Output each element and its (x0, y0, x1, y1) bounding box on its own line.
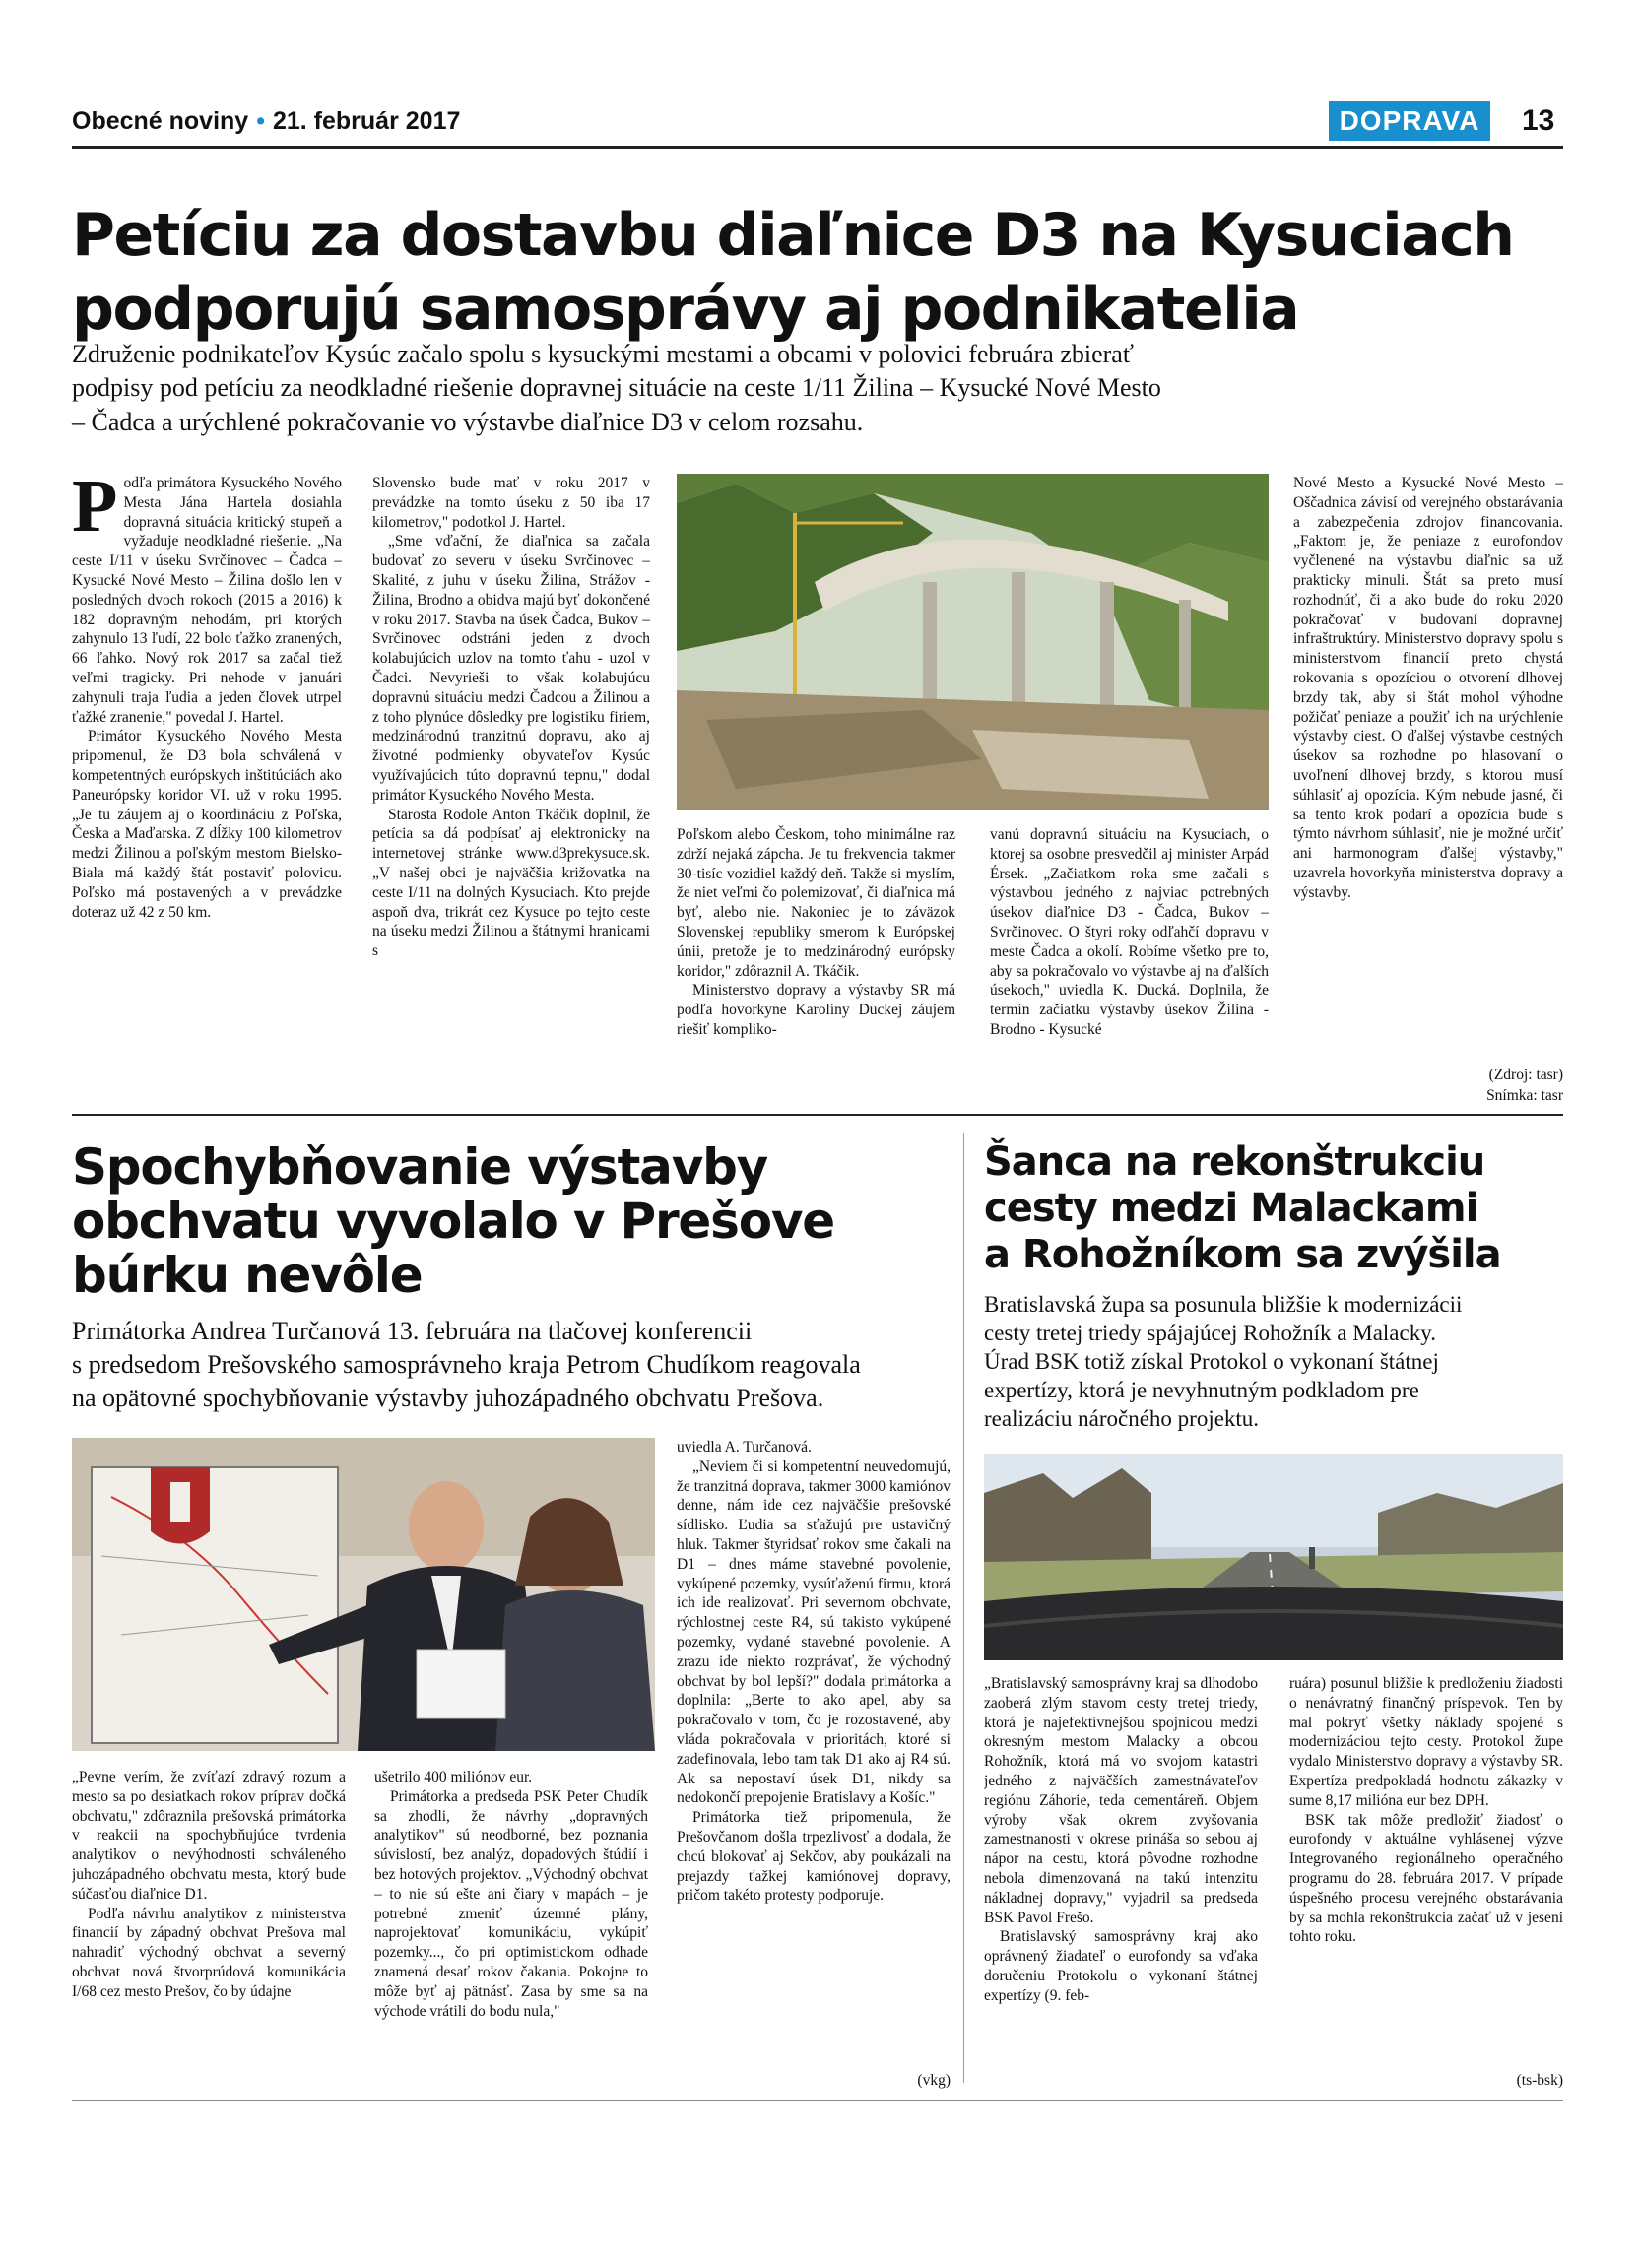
a3-c2-p2: BSK tak môže predložiť žiadosť o eurofondy v aktuálne vyhlásenej výzve Integrovaného regionálneho operačného programu do 28. februára 2017. V prípade úspešného procesu verejného obstarávania by sa mohla rekonštrukcia začať už v jeseni tohto roku. (1289, 1811, 1563, 1946)
a3-lead-line1: Bratislavská župa sa posunula bližšie k modernizácii (984, 1292, 1463, 1317)
a2-c3-p3: Primátorka tiež pripomenula, že Prešovčanom došla trpezlivosť a dodala, že chcú blokovať aj Sekčov, aby poukázali na prejazdy ťažkej kamiónovej dopravy, pričom takéto protesty podporuje. (677, 1809, 951, 1905)
a2-lead-line1: Primátorka Andrea Turčanová 13. februára na tlačovej konferencii (72, 1317, 753, 1345)
a3-title-line2: cesty medzi Malackami (984, 1186, 1478, 1231)
a3-c1-p1: „Bratislavský samosprávny kraj sa dlhodobo zaoberá zlým stavom cesty tretej triedy, ktorá je najefektívnejšou spojnicou medzi okresným mestom Malacky a obcou Rohožník, ktorá má vo svojom katastri jedného z najväčších zamestnávateľov regiónu Záhorie, teda cementáreň. Objem výroby však okrem zvyšovania zamestnanosti v okrese prináša so sebou aj nápor na cestu, ktorá pôvodne rozhodne nebola dimenzovaná na takú intenzitu nákladnej dopravy," vyjadril sa predseda BSK Pavol Frešo. (984, 1675, 1258, 1926)
a3-lead-line4: expertízy, ktorá je nevyhnutným podkladom pre (984, 1378, 1419, 1402)
a2-lead-line2: s predsedom Prešovského samosprávneho kraja Petrom Chudíkom reagovala (72, 1350, 861, 1379)
a2-column-2 (374, 1768, 648, 2093)
footer-rule (72, 2100, 1563, 2101)
page-number: 13 (1522, 104, 1555, 137)
a3-title-line3: a Rohožníkom sa zvýšila (984, 1232, 1501, 1277)
section-badge: DOPRAVA (1329, 101, 1490, 141)
a2-title-line3: búrku nevôle (72, 1247, 423, 1304)
a1-c2-p1: Slovensko bude mať v roku 2017 v prevádzke na tomto úseku z 50 iba 17 kilometrov," podotkol J. Hartel. (372, 475, 650, 531)
column-rule (963, 1133, 964, 2083)
a2-c3-p2: „Neviem či si kompetentní neuvedomujú, že tranzitná doprava, takmer 3000 kamiónov denne, nám ide cez najväčšie prešovské sídlisko. Ľudia sa sťažujú pre ustavičný hluk. Takmer štyridsať rokov sme čakali na D1 – dnes máme stavebné povolenie, vykúpené pozemky, vysúťaženú firmu, ktorá ich ide realizovať. Pri severnom obchvate, rýchlostnej ceste R4, sú takisto vykúpené pozemky, vydané stavebné povolenie. A zrazu ide niekto rozprávať, že východný obchvat by bol lepší?" dodala primátorka a doplnila: „Berte to ako apel, aby sa pokračovalo v tom, čo je rozostavené, aby vláda pokračovala v prioritách, ktoré si zadefinovala, lebo tam tak D1 ako aj R4 sú. Ak sa nepostaví úsek D1, nikdy sa nedokončí prepojenie Bratislavy a Košíc." (677, 1458, 951, 1807)
a2-c1-p1: „Pevne verím, že zvíťazí zdravý rozum a mesto sa po desiatkach rokov príprav dočká obchvatu," zdôraznila prešovská primátorka v reakcii na spochybňujúce tvrdenia analytikov o nevýhodnosti schváleného juhozápadného obchvatu mesta, ktorý bude súčasťou diaľnice D1. (72, 1769, 346, 1903)
a3-lead-line2: cesty tretej triedy spájajúcej Rohožník a Malacky. (984, 1321, 1436, 1345)
a1-lead-line2: podpisy pod petíciu za neodkladné riešenie dopravnej situácie na ceste 1/11 Žilina – Kysucké Nové Mesto (72, 373, 1161, 402)
a1-c2-p3: Starosta Rodole Anton Tkáčik doplnil, že petícia sa dá podpísať aj elektronicky na internetovej stránke www.d3prekysuce.sk. „V našej obci je najväčšia križovatka na ceste I/11 na dolných Kysuciach. Kto prejde aspoň dva, trikrát cez Kysuce po tejto ceste na úseku medzi Žilinou a štátnymi hranicami s (372, 806, 650, 960)
a1-c3-p2: Ministerstvo dopravy a výstavby SR má podľa hovorkyne Karolíny Duckej záujem riešiť kompliko- (677, 982, 955, 1038)
a1-photo-credit: Snímka: tasr (1486, 1087, 1563, 1104)
a1-column-1 (72, 474, 342, 1104)
press-conference-photo (72, 1438, 655, 1751)
a3-title-line1: Šanca na rekonštrukciu (984, 1139, 1485, 1185)
a2-c1-p2: Podľa návrhu analytikov z ministerstva financií by západný obchvat Prešova mal nahradiť východný obchvat a severný obchvat nová štvorprúdová komunikácia I/68 cez mesto Prešov, čo by údajne (72, 1905, 346, 2000)
issue-date: 21. február 2017 (272, 107, 461, 135)
highway-bridge-photo (677, 474, 1269, 810)
a1-column-2 (372, 474, 650, 1104)
header-rule (72, 146, 1563, 149)
a1-lead-line1: Združenie podnikateľov Kysúc začalo spolu s kysuckými mestami a obcami v polovici februára zbierať (72, 340, 1134, 368)
a2-c2-p1: ušetrilo 400 miliónov eur. (374, 1769, 533, 1785)
a1-c5-p1: Nové Mesto a Kysucké Nové Mesto – Oščadnica závisí od verejného obstarávania a zabezpečenia zdrojov financovania. „Faktom je, že peniaze z eurofondov vyčlenené na výstavbu diaľnic sa už prakticky minuli. Štát sa preto musí rozhodnúť, či a ako bude do roku 2020 pokračovať v budovaní dopravnej infraštruktúry. Ministerstvo dopravy spolu s ministerstvom financií preto chystá rokovania s opozíciou o otvorení dlhovej brzdy tak, aby si štát mohol výhodne požičať peniaze a použiť ich na urýchlenie výstavby ciest. O ďalšej výstavbe cestných úsekov sa rozhodne po hlasovaní o uvoľnení dlhovej brzdy, s ktorou musí súhlasiť aj opozícia. Kým nebude jasné, či sa tento krok podarí a opozícia bude s týmto návrhom súhlasiť, nie je možné určiť ani harmonogram ďalšej výstavby," uzavrela hovorkyňa ministerstva dopravy a výstavby. (1293, 475, 1563, 901)
paper-name: Obecné noviny (72, 107, 249, 135)
a2-title-line1: Spochybňovanie výstavby (72, 1138, 768, 1196)
a1-title-line1: Petíciu za dostavbu diaľnice D3 na Kysuciach (72, 201, 1514, 270)
drop-cap: P (72, 474, 118, 548)
a3-c2-p1: ruára) posunul bližšie k predloženiu žiadosti o nenávratný finančný príspevok. Ten by mal pokryť všetky náklady spojené s modernizáciou tejto cesty. Protokol župe vydalo Ministerstvo dopravy a výstavby SR. Expertíza predpokladá hodnotu zákazky v sume 8,17 milióna eur bez DPH. (1289, 1675, 1563, 1809)
a3-c1-p2: Bratislavský samosprávny kraj ako oprávnený žiadateľ o eurofondy sa vďaka doručeniu Protokolu o vykonaní štátnej expertízy (9. feb- (984, 1928, 1258, 2004)
a2-c3-p1: uviedla A. Turčanová. (677, 1439, 812, 1456)
a1-c1-p2: Primátor Kysuckého Nového Mesta pripomenul, že D3 bola schválená v kompetentných európskych inštitúciách ako Paneurópsky koridor VI. už v roku 1995. „Je tu záujem aj o koordináciu z Poľska, Česka a Maďarska. Z dĺžky 100 kilometrov medzi Žilinou a poľským mestom Bielsko-Biala má každý štát postaviť polovicu. Poľsko má postavených a v prevádzke doteraz už 42 z 50 km. (72, 728, 342, 921)
a1-c3-p1: Poľskom alebo Českom, toho minimálne raz zdrží nejaká zápcha. Je tu frekvencia takmer 30-tisíc vozidiel každý deň. Takže si myslím, že niet veľmi čo polemizovať, či diaľnica má byť, alebo nie. Nakoniec je to záväzok Slovenskej republiky smerom k Európskej únii, pretože je to medzinárodný európsky koridor," zdôraznil A. Tkáčik. (677, 826, 955, 980)
a1-title-line2: podporujú samosprávy aj podnikatelia (72, 275, 1299, 344)
separator-dot: • (256, 107, 265, 135)
a1-column-5 (1293, 474, 1563, 1045)
road-photo (984, 1454, 1563, 1660)
a1-c1-p1: odľa primátora Kysuckého Nového Mesta Jána Hartela dosiahla dopravná situácia kritický stupeň a vyžaduje neodkladné riešenie. „Na ceste I/11 v úseku Svrčinovec – Čadca – Kysucké Nové Mesto – Žilina došlo len v posledných dvoch rokoch (2015 a 2016) k 182 dopravným nehodám, pri ktorých zahynulo 13 ľudí, 22 bolo ťažko zranených, 66 ľahko. Nový rok 2017 sa začal tiež veľmi tragicky. Pri nehode v januári zahynuli traja ľudia a jeden človek utrpel ťažké zranenie," povedal J. Hartel. (72, 475, 342, 726)
a2-signature: (vkg) (917, 2072, 951, 2089)
a2-lead-line3: na opätovné spochybňovanie výstavby juhozápadného obchvatu Prešova. (72, 1384, 824, 1412)
a3-lead-line3: Úrad BSK totiž získal Protokol o vykonaní štátnej (984, 1349, 1439, 1374)
a1-source: (Zdroj: tasr) (1488, 1067, 1563, 1083)
a3-signature: (ts-bsk) (1516, 2072, 1563, 2089)
a1-column-3 (677, 825, 955, 1106)
a2-c2-p2: Primátorka a predseda PSK Peter Chudík sa zhodli, že návrhy „dopravných analytikov" sú neodborné, bez poznania súvislostí, bez analýz, dopadových štúdií i bez hotových projektov. „Východný obchvat – to nie sú ešte ani čiary v mapách – je potrebné zmeniť územné plány, naprojektovať komunikáciu, vykúpiť pozemky..., čo pri optimistickom odhade znamená desať rokov čakania. Pokojne to môže byť aj pätnásť. Zasa by sme sa na východe vrátili do bodu nula," (374, 1787, 648, 2020)
a2-column-1 (72, 1768, 346, 2093)
a1-lead-line3: – Čadca a urýchlené pokračovanie vo výstavbe diaľnice D3 v celom rozsahu. (72, 408, 864, 436)
a1-c2-p2: „Sme vďační, že diaľnica sa začala budovať zo severu v úseku Svrčinovec – Skalité, z juhu v úseku Žilina, Strážov - Žilina, Brodno a obidva majú byť dokončené v roku 2017. Stavba na úsek Čadca, Bukov – Svrčinovec odstráni jeden z dvoch kolabujúcich uzlov na tomto ťahu - uzol v Čadci. Nevyrieši to však kolabujúcu dopravnú situáciu medzi Čadcou a Žilinou a z toho plynúce dôsledky pre logistiku firiem, medzinárodnú tranzitnú dopravu, ako aj životné podmienky obyvateľov Kysúc využívajúcich túto dopravnú tepnu," dodal primátor Kysuckého Nového Mesta. (372, 533, 650, 804)
a3-column-2 (1289, 1674, 1563, 2058)
a3-lead-line5: realizáciu náročného projektu. (984, 1406, 1260, 1431)
a1-column-4 (990, 825, 1269, 1106)
article-divider (72, 1114, 1563, 1116)
a1-c4-p1: vanú dopravnú situáciu na Kysuciach, o ktorej sa osobne presvedčil aj minister Arpád Érsek. „Začiatkom roka sme začali s výstavbou jedného z najviac potrebných úsekov diaľnice D3 - Čadca, Bukov – Svrčinovec. O štyri roky odľahčí dopravu v meste Čadca a okolí. Robíme všetko pre to, aby sa pokračovalo vo výstavbe aj na ďalších úsekoch," uviedla K. Ducká. Doplnila, že termín začiatku výstavby úsekov Žilina - Brodno - Kysucké (990, 826, 1269, 1038)
a2-title-line2: obchvatu vyvolalo v Prešove (72, 1193, 834, 1250)
a2-column-3 (677, 1438, 951, 2068)
a3-column-1 (984, 1674, 1258, 2088)
masthead (72, 106, 460, 136)
